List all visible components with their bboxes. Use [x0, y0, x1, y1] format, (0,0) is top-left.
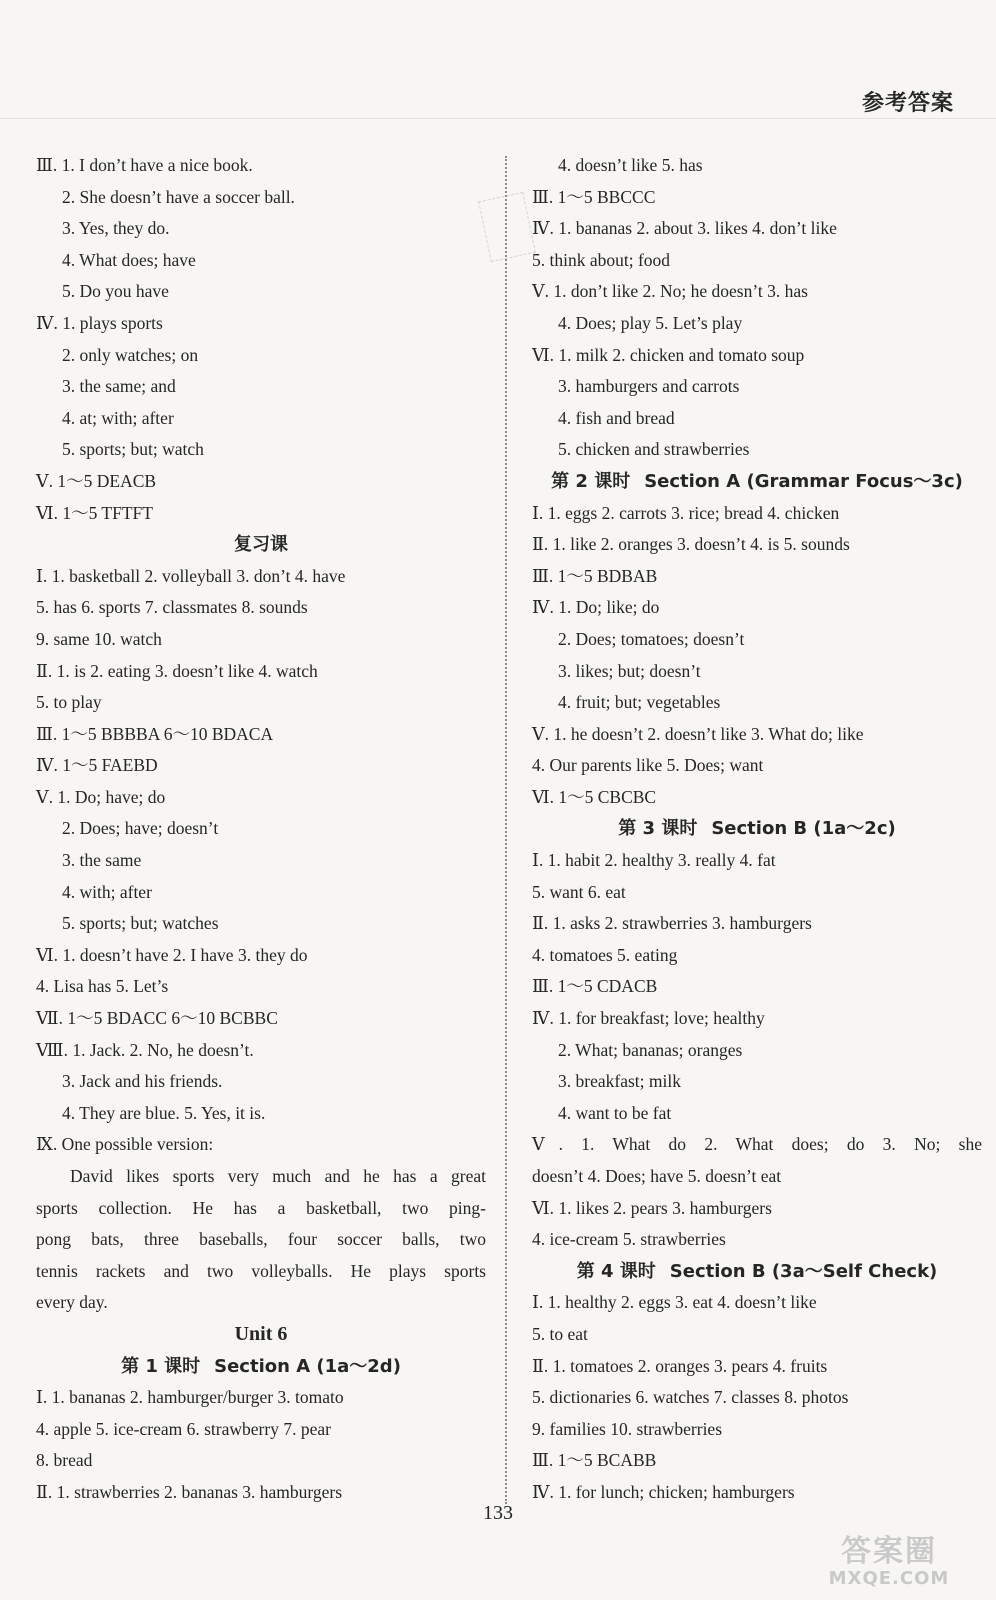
heading-title: 第 2 课时 — [551, 470, 631, 492]
answer-line: Ⅰ. 1. healthy 2. eggs 3. eat 4. doesn’t like — [532, 1292, 817, 1313]
answer-line: Ⅵ. 1. doesn’t have 2. I have 3. they do — [36, 944, 308, 965]
answer-line: 5. to play — [36, 692, 102, 713]
paragraph-line: tennis rackets and two volleyballs. He plays sports — [36, 1260, 486, 1281]
answer-line: Ⅱ. 1. strawberries 2. bananas 3. hamburgers — [36, 1481, 343, 1502]
answer-line: 2. Does; tomatoes; doesn’t — [558, 628, 745, 649]
answer-line: Ⅰ. 1. basketball 2. volleyball 3. don’t 4. have — [36, 565, 346, 586]
right-answer-column — [532, 150, 982, 1509]
answer-line: 2. only watches; on — [62, 344, 199, 365]
answer-line: Ⅳ. 1. for breakfast; love; healthy — [532, 1008, 765, 1029]
watermark-logo-text: 答案圈 — [841, 1534, 937, 1569]
header-divider — [0, 118, 996, 119]
answer-line: Ⅴ. 1. he doesn’t 2. doesn’t like 3. What do; like — [532, 723, 864, 744]
heading-section: Section A (Grammar Focus～3c) — [644, 470, 963, 492]
answer-line: Ⅲ. 1～5 BBCCC — [532, 186, 656, 207]
answer-line: 3. the same; and — [62, 376, 176, 397]
answer-line: 5. to eat — [532, 1323, 588, 1344]
paragraph-line: Ⅴ. 1. What do 2. What does; do 3. No; she — [532, 1134, 982, 1155]
answer-line: Ⅷ. 1. Jack. 2. No, he doesn’t. — [36, 1039, 254, 1060]
heading-title: 复习课 — [234, 534, 288, 556]
section-heading — [532, 466, 982, 498]
answer-line: 5. Do you have — [62, 281, 169, 302]
answer-line: Ⅶ. 1～5 BDACC 6～10 BCBBC — [36, 1008, 278, 1029]
paragraph-line: pong bats, three baseballs, four soccer balls, two — [36, 1229, 486, 1250]
answer-line: 8. bread — [36, 1450, 93, 1471]
section-heading — [36, 1351, 486, 1383]
paragraph-line: David likes sports very much and he has a great — [70, 1166, 486, 1186]
answer-line: Ⅵ. 1. milk 2. chicken and tomato soup — [532, 344, 805, 365]
heading-title: Unit 6 — [234, 1322, 288, 1345]
section-heading — [36, 529, 486, 561]
answer-line: 4. want to be fat — [558, 1102, 672, 1123]
heading-section: Section A (1a～2d) — [214, 1355, 401, 1377]
answer-line: 5. want 6. eat — [532, 881, 626, 902]
watermark-logo — [804, 1526, 974, 1589]
answer-line: 4. They are blue. 5. Yes, it is. — [62, 1102, 266, 1123]
answer-line: 4. tomatoes 5. eating — [532, 944, 678, 965]
answer-line: 5. chicken and strawberries — [558, 439, 750, 460]
answer-line: Ⅲ. 1～5 BBBBA 6～10 BDACA — [36, 723, 274, 744]
stamp-mark — [478, 192, 536, 262]
answer-line: 4. Does; play 5. Let’s play — [558, 312, 743, 333]
heading-title: 第 3 课时 — [618, 818, 698, 840]
answer-line: 3. breakfast; milk — [558, 1071, 681, 1092]
answer-line: 5. think about; food — [532, 249, 671, 270]
heading-section: Section B (3a～Self Check) — [669, 1260, 938, 1282]
answer-line: 5. sports; but; watch — [62, 439, 204, 460]
answer-line: Ⅵ. 1. likes 2. pears 3. hamburgers — [532, 1197, 772, 1218]
answer-line: Ⅵ. 1～5 CBCBC — [532, 786, 657, 807]
answer-line: 9. families 10. strawberries — [532, 1418, 723, 1439]
answer-line: Ⅳ. 1. Do; like; do — [532, 597, 660, 618]
answer-line: 4. Our parents like 5. Does; want — [532, 755, 764, 776]
left-answer-column — [36, 150, 486, 1509]
answer-line: Ⅳ. 1. bananas 2. about 3. likes 4. don’t like — [532, 218, 837, 239]
answer-line: Ⅴ. 1～5 DEACB — [36, 470, 157, 491]
answer-line: 9. same 10. watch — [36, 628, 162, 649]
answer-line: Ⅱ. 1. asks 2. strawberries 3. hamburgers — [532, 913, 812, 934]
answer-line: 2. She doesn’t have a soccer ball. — [62, 186, 295, 207]
answer-line: 4. doesn’t like 5. has — [558, 155, 703, 175]
answer-line: Ⅱ. 1. tomatoes 2. oranges 3. pears 4. fruits — [532, 1355, 828, 1376]
answer-line: Ⅰ. 1. habit 2. healthy 3. really 4. fat — [532, 850, 776, 871]
answer-line: 4. at; with; after — [62, 407, 174, 428]
answer-line: Ⅰ. 1. bananas 2. hamburger/burger 3. tomato — [36, 1387, 344, 1408]
answer-line: Ⅵ. 1～5 TFTFT — [36, 502, 153, 523]
answer-line: 3. likes; but; doesn’t — [558, 660, 701, 681]
answer-line: Ⅲ. 1～5 BDBAB — [532, 565, 658, 586]
answer-line: Ⅳ. 1. for lunch; chicken; hamburgers — [532, 1481, 795, 1502]
answer-line: Ⅲ. 1. I don’t have a nice book. — [36, 155, 253, 175]
answer-line: Ⅱ. 1. like 2. oranges 3. doesn’t 4. is 5. sounds — [532, 534, 850, 555]
answer-line: 4. fruit; but; vegetables — [558, 692, 721, 713]
answer-line: Ⅲ. 1～5 BCABB — [532, 1450, 657, 1471]
answer-line: Ⅸ. One possible version: — [36, 1134, 214, 1155]
answer-line: Ⅴ. 1. don’t like 2. No; he doesn’t 3. has — [532, 281, 808, 302]
page-number: 133 — [483, 1502, 513, 1524]
section-heading — [532, 813, 982, 845]
answer-line: 4. fish and bread — [558, 407, 675, 428]
answer-line: 5. dictionaries 6. watches 7. classes 8. photos — [532, 1387, 849, 1408]
answer-line: Ⅱ. 1. is 2. eating 3. doesn’t like 4. watch — [36, 660, 318, 681]
heading-title: 第 1 课时 — [121, 1355, 201, 1377]
paragraph-line: sports collection. He has a basketball, two ping- — [36, 1197, 486, 1218]
answer-line: 3. Yes, they do. — [62, 218, 170, 239]
answer-line: 2. Does; have; doesn’t — [62, 818, 219, 839]
answer-line: 5. sports; but; watches — [62, 913, 219, 934]
answer-line: 5. has 6. sports 7. classmates 8. sounds — [36, 597, 308, 618]
answer-line: 3. hamburgers and carrots — [558, 376, 740, 397]
answer-line: 3. Jack and his friends. — [62, 1071, 223, 1092]
section-heading — [532, 1256, 982, 1288]
answer-line: doesn’t 4. Does; have 5. doesn’t eat — [532, 1166, 782, 1186]
heading-title: 第 4 课时 — [576, 1260, 656, 1282]
heading-section: Section B (1a～2c) — [711, 818, 896, 840]
answer-line: 4. Lisa has 5. Let’s — [36, 976, 169, 997]
section-heading — [36, 1319, 486, 1351]
answer-line: 3. the same — [62, 850, 142, 871]
answer-line: 4. with; after — [62, 881, 152, 902]
answer-line: Ⅳ. 1～5 FAEBD — [36, 755, 158, 776]
column-divider — [505, 156, 507, 1504]
paragraph-line: every day. — [36, 1292, 108, 1313]
answer-line: 4. apple 5. ice-cream 6. strawberry 7. pear — [36, 1418, 331, 1439]
answer-line: 4. ice-cream 5. strawberries — [532, 1229, 726, 1250]
answer-line: Ⅳ. 1. plays sports — [36, 312, 163, 333]
answer-line: Ⅲ. 1～5 CDACB — [532, 976, 658, 997]
watermark-url: MXQE.COM — [828, 1568, 950, 1589]
page-header-title: 参考答案 — [861, 91, 954, 116]
answer-line: Ⅴ. 1. Do; have; do — [36, 786, 166, 807]
answer-line: 4. What does; have — [62, 249, 196, 270]
answer-line: 2. What; bananas; oranges — [558, 1039, 743, 1060]
answer-line: Ⅰ. 1. eggs 2. carrots 3. rice; bread 4. chicken — [532, 502, 840, 523]
